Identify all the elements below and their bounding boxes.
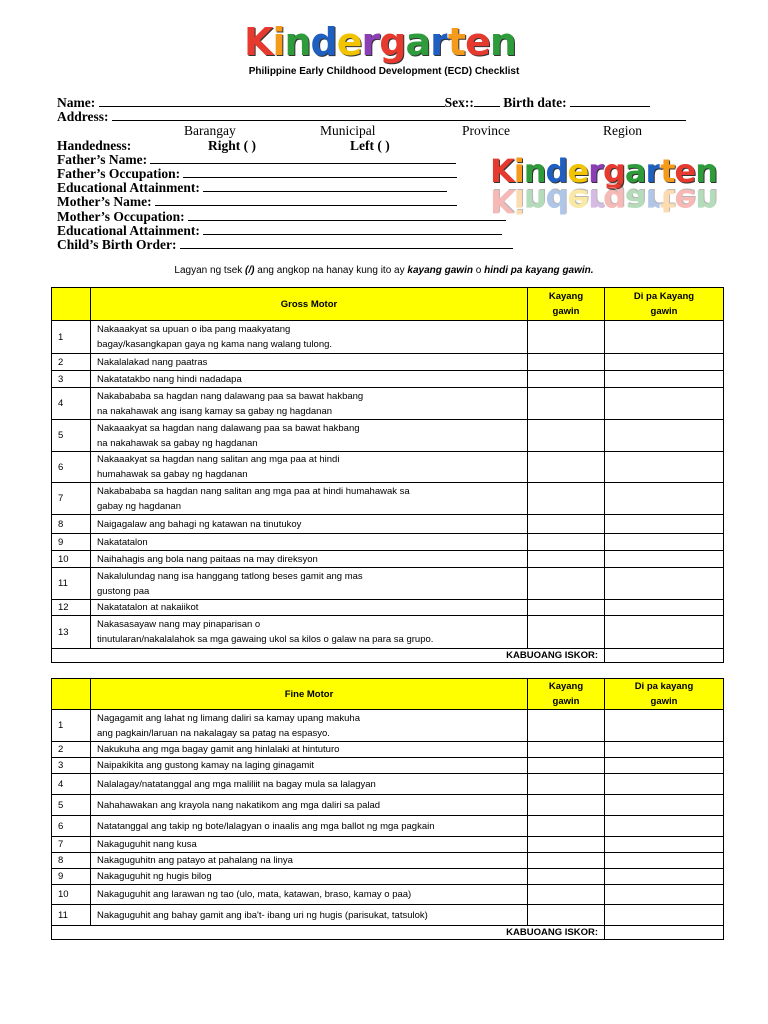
logo-letter: n (523, 182, 546, 220)
item-description (91, 885, 528, 905)
kayang-check-cell[interactable] (528, 710, 605, 742)
item-number: 7 (52, 483, 91, 515)
item-description-line: Nakaaakyat sa hagdan nang dalawang paa sa bawat hakbang (97, 422, 360, 434)
fine-motor-header-row (52, 679, 724, 710)
item-number: 3 (52, 758, 91, 774)
sex-field[interactable] (474, 96, 500, 107)
kayang-check-cell[interactable] (528, 354, 605, 371)
item-description-line: Nakalulundag nang isa hanggang tatlong beses gamit ang mas (97, 570, 363, 582)
checklist-row (52, 795, 724, 816)
item-number: 9 (52, 869, 91, 885)
item-description (91, 816, 528, 837)
logo-letter: e (567, 182, 589, 220)
di-pa-check-cell[interactable] (605, 534, 724, 551)
item-description-line: gabay ng hagdanan (97, 500, 181, 512)
checklist-row (52, 534, 724, 551)
instructions-hindi: hindi pa kayang gawin (484, 265, 591, 276)
birth-order-field[interactable] (180, 238, 513, 249)
kayang-check-cell[interactable] (528, 758, 605, 774)
fine-motor-table (51, 678, 724, 940)
di-pa-check-cell[interactable] (605, 600, 724, 616)
di-pa-check-cell[interactable] (605, 616, 724, 649)
logo-letter: K (490, 182, 514, 220)
item-description-line: Naihahagis ang bola nang paitaas na may direksyon (97, 553, 318, 565)
handedness-label: Handedness: (57, 137, 132, 153)
father-occupation-label: Father’s Occupation: (57, 165, 181, 181)
child-info-form (57, 96, 686, 252)
checklist-row (52, 774, 724, 795)
kayang-check-cell[interactable] (528, 420, 605, 452)
checklist-row (52, 483, 724, 515)
item-description-line: Nahahawakan ang krayola nang nakatikom ang mga daliri sa palad (97, 799, 381, 811)
item-description (91, 616, 528, 649)
item-description-line: na nakahawak ang isang kamay sa gabay ng hagdanan (97, 405, 333, 417)
item-number: 4 (52, 774, 91, 795)
item-description-line: Nakaaakyat sa hagdan nang salitan ang mga paa at hindi (97, 454, 340, 465)
item-description-line: Naigagalaw ang bahagi ng katawan na tinutukoy (97, 518, 302, 530)
checklist-row (52, 600, 724, 616)
gross-motor-header-row (52, 288, 724, 321)
header-blank (52, 679, 91, 710)
di-pa-check-cell[interactable] (605, 321, 724, 354)
di-pa-check-cell[interactable] (605, 371, 724, 388)
logo-letter: i (513, 152, 524, 190)
di-pa-check-cell[interactable] (605, 869, 724, 885)
di-pa-check-cell[interactable] (605, 420, 724, 452)
checklist-row (52, 710, 724, 742)
logo-letter: d (310, 20, 337, 64)
logo-letter: e (336, 20, 362, 64)
di-pa-check-cell[interactable] (605, 515, 724, 534)
item-description (91, 853, 528, 869)
di-pa-check-cell[interactable] (605, 853, 724, 869)
kayang-check-cell[interactable] (528, 616, 605, 649)
item-description (91, 710, 528, 742)
checklist-row (52, 853, 724, 869)
logo-letter: g (602, 182, 625, 220)
item-number: 8 (52, 515, 91, 534)
instructions-end: . (590, 265, 594, 276)
mother-education-field[interactable] (203, 224, 502, 235)
kayang-check-cell[interactable] (528, 837, 605, 853)
item-number: 11 (52, 905, 91, 926)
di-pa-check-cell[interactable] (605, 742, 724, 758)
gross-motor-body (52, 321, 724, 649)
logo-letter: r (361, 20, 380, 64)
father-education-label: Educational Attainment: (57, 180, 200, 196)
instructions-prefix: Lagyan ng tsek (174, 265, 243, 276)
logo-letter: t (447, 20, 466, 64)
item-number: 9 (52, 534, 91, 551)
checklist-row (52, 354, 724, 371)
item-description (91, 795, 528, 816)
item-description (91, 420, 528, 452)
checklist-row (52, 869, 724, 885)
address-field[interactable] (112, 110, 686, 121)
gross-total-cell[interactable] (605, 649, 724, 663)
logo-letter: r (588, 182, 603, 220)
address-part-region: Region (603, 123, 642, 139)
di-pa-check-cell[interactable] (605, 568, 724, 600)
fine-col-di-pa (605, 679, 724, 710)
kayang-check-cell[interactable] (528, 388, 605, 420)
kayang-check-cell[interactable] (528, 568, 605, 600)
item-description-line: Nakaguguhit nang kusa (97, 839, 197, 850)
logo-letter: i (513, 182, 524, 220)
sex-label: Sex:: (444, 95, 474, 110)
di-pa-check-cell[interactable] (605, 774, 724, 795)
item-number: 3 (52, 371, 91, 388)
item-description-line: Nakabababa sa hagdan nang dalawang paa sa bawat hakbang (97, 390, 364, 402)
father-name-field[interactable] (150, 153, 456, 164)
item-description-line: ang pagkain/laruan na nakalagay sa patag na espasyo. (97, 727, 330, 739)
di-pa-check-cell[interactable] (605, 483, 724, 515)
gross-col-di-pa-line2: gawin (650, 306, 678, 317)
item-number: 4 (52, 388, 91, 420)
di-pa-check-cell[interactable] (605, 388, 724, 420)
item-description-line: Nakatatakbo nang hindi nadadapa (97, 373, 242, 385)
item-description (91, 551, 528, 568)
gross-col-di-pa (605, 288, 724, 321)
item-description (91, 321, 528, 354)
item-description (91, 354, 528, 371)
kayang-check-cell[interactable] (528, 774, 605, 795)
item-description (91, 371, 528, 388)
logo-letter: n (695, 152, 717, 190)
kayang-check-cell[interactable] (528, 885, 605, 905)
address-part-province: Province (462, 123, 510, 139)
item-description-line: tinutularan/nakalalahok sa mga gawaing ukol sa kilos o galaw na para sa grupo. (97, 634, 434, 645)
address-part-municipal: Municipal (320, 123, 376, 139)
item-description-line: Nalalagay/natatanggal ang mga maliliit na bagay mula sa lalagyan (97, 778, 376, 790)
logo-letter: e (674, 182, 696, 220)
fine-total-label: KABUOANG ISKOR: (52, 926, 605, 940)
di-pa-check-cell[interactable] (605, 795, 724, 816)
logo-letter: t (660, 182, 675, 220)
kayang-check-cell[interactable] (528, 853, 605, 869)
left-hand-option[interactable]: Left ( ) (350, 137, 390, 153)
logo-letter: r (430, 20, 448, 64)
fine-col-kayang (528, 679, 605, 710)
logo-letter: a (405, 20, 431, 64)
checklist-row (52, 452, 724, 483)
item-number: 10 (52, 885, 91, 905)
logo-letter: K (244, 20, 273, 64)
item-description (91, 388, 528, 420)
kayang-check-cell[interactable] (528, 321, 605, 354)
item-description-line: na nakahawak sa gabay ng hagdanan (97, 437, 258, 449)
page-subtitle: Philippine Early Childhood Development (ECD) Checklist (248, 66, 520, 77)
checklist-row (52, 321, 724, 354)
birth-order-label: Child’s Birth Order: (57, 236, 177, 252)
item-description-line: Nakaguguhitn ang patayo at pahalang na linya (97, 855, 293, 866)
logo-letter: n (284, 20, 311, 64)
header-blank (52, 288, 91, 321)
mother-name-field[interactable] (155, 195, 457, 206)
item-description (91, 483, 528, 515)
di-pa-check-cell[interactable] (605, 551, 724, 568)
fine-motor-body (52, 710, 724, 926)
item-description-line: Nakaguguhit ang larawan ng tao (ulo, mata, katawan, braso, kamay o paa) (97, 889, 412, 900)
kayang-check-cell[interactable] (528, 534, 605, 551)
logo-letter: e (567, 152, 589, 190)
mother-education-label: Educational Attainment: (57, 222, 200, 238)
kayang-check-cell[interactable] (528, 452, 605, 483)
logo-letter: n (489, 20, 516, 64)
mother-occupation-label: Mother’s Occupation: (57, 208, 185, 224)
instructions-middle: ang angkop na hanay kung ito ay (257, 265, 405, 276)
item-description (91, 600, 528, 616)
item-number: 10 (52, 551, 91, 568)
fine-total-cell[interactable] (605, 926, 724, 940)
checklist-row (52, 515, 724, 534)
item-number: 2 (52, 742, 91, 758)
item-description-line: Natatanggal ang takip ng bote/lalagyan o inaalis ang mga ballot ng mga pagkain (97, 820, 435, 832)
item-description-line: Nakasasayaw nang may pinaparisan o (97, 619, 261, 630)
instructions-or: o (475, 265, 482, 276)
item-number: 6 (52, 816, 91, 837)
father-name-label: Father’s Name: (57, 151, 148, 167)
instructions (0, 265, 768, 276)
fine-col-kayang-line2: gawin (552, 696, 580, 707)
kayang-check-cell[interactable] (528, 371, 605, 388)
birth-date-label: Birth date: (503, 95, 567, 110)
item-number: 7 (52, 837, 91, 853)
item-number: 1 (52, 321, 91, 354)
logo-letter: d (545, 182, 568, 220)
item-number: 5 (52, 420, 91, 452)
item-description-line: Nakatatalon at nakaiikot (97, 602, 199, 613)
name-label: Name: (57, 95, 96, 110)
checklist-row (52, 758, 724, 774)
item-number: 2 (52, 354, 91, 371)
checklist-row (52, 905, 724, 926)
checklist-row (52, 742, 724, 758)
checklist-row (52, 885, 724, 905)
item-description-line: Nakukuha ang mga bagay gamit ang hinlalaki at hintuturo (97, 744, 340, 755)
right-hand-option[interactable]: Right ( ) (208, 137, 256, 153)
checklist-row (52, 816, 724, 837)
item-number: 11 (52, 568, 91, 600)
fine-col-di-pa-line2: gawin (650, 696, 678, 707)
kayang-check-cell[interactable] (528, 905, 605, 926)
address-part-barangay: Barangay (184, 123, 236, 139)
logo-letter: r (645, 182, 661, 220)
item-number: 8 (52, 853, 91, 869)
logo-letter: d (545, 152, 568, 190)
item-number: 1 (52, 710, 91, 742)
kayang-check-cell[interactable] (528, 869, 605, 885)
checklist-row (52, 837, 724, 853)
logo-letter: K (490, 152, 514, 190)
father-occupation-field[interactable] (183, 167, 457, 178)
di-pa-check-cell[interactable] (605, 710, 724, 742)
item-description (91, 758, 528, 774)
item-description-line: Naipakikita ang gustong kamay na laging ginagamit (97, 760, 315, 771)
fine-col-kayang-line1: Kayang (548, 681, 584, 692)
fine-total-row (52, 926, 724, 940)
item-description (91, 568, 528, 600)
item-description (91, 905, 528, 926)
item-description (91, 869, 528, 885)
logo-letter: r (588, 152, 603, 190)
di-pa-check-cell[interactable] (605, 885, 724, 905)
kayang-check-cell[interactable] (528, 742, 605, 758)
item-number: 12 (52, 600, 91, 616)
father-education-field[interactable] (203, 181, 447, 192)
kayang-check-cell[interactable] (528, 795, 605, 816)
fine-col-di-pa-line1: Di pa kayang (634, 681, 694, 692)
di-pa-check-cell[interactable] (605, 354, 724, 371)
logo-letter: e (465, 20, 490, 64)
item-description (91, 837, 528, 853)
di-pa-check-cell[interactable] (605, 837, 724, 853)
mother-occupation-field[interactable] (188, 210, 506, 221)
name-field[interactable] (99, 96, 445, 107)
item-description (91, 534, 528, 551)
item-description-line: Nakatatalon (97, 536, 148, 548)
logo-letter: g (602, 152, 625, 190)
gross-col-kayang-line1: Kayang (548, 291, 584, 302)
item-description-line: Nakalalakad nang paatras (97, 356, 208, 368)
logo-letter: r (645, 152, 661, 190)
item-description-line: gustong paa (97, 585, 150, 597)
checklist-row (52, 616, 724, 649)
kindergarten-logo (244, 20, 516, 64)
di-pa-check-cell[interactable] (605, 905, 724, 926)
kayang-check-cell[interactable] (528, 600, 605, 616)
logo-letter: g (379, 20, 406, 64)
kayang-check-cell[interactable] (528, 551, 605, 568)
item-description-line: Nakabababa sa hagdan nang salitan ang mga paa at hindi humahawak sa (97, 485, 410, 497)
item-description (91, 515, 528, 534)
gross-motor-title: Gross Motor (91, 288, 528, 321)
birth-date-field[interactable] (570, 96, 650, 107)
item-description-line: humahawak sa gabay ng hagdanan (97, 469, 248, 480)
fine-motor-title: Fine Motor (91, 679, 528, 710)
checklist-row (52, 568, 724, 600)
di-pa-check-cell[interactable] (605, 452, 724, 483)
logo-letter: e (674, 152, 696, 190)
item-description-line: Nakaguguhit ng hugis bilog (97, 871, 212, 882)
kayang-check-cell[interactable] (528, 816, 605, 837)
checklist-row (52, 388, 724, 420)
checklist-row (52, 551, 724, 568)
address-parts (57, 124, 686, 138)
item-description (91, 742, 528, 758)
kayang-check-cell[interactable] (528, 515, 605, 534)
checklist-row (52, 371, 724, 388)
item-description (91, 774, 528, 795)
item-number: 13 (52, 616, 91, 649)
instructions-kayang: kayang gawin (407, 265, 473, 276)
gross-col-kayang-line2: gawin (552, 306, 580, 317)
item-description (91, 452, 528, 483)
logo-letter: i (272, 20, 285, 64)
item-description-line: Nagagamit ang lahat ng limang daliri sa kamay upang makuha (97, 712, 360, 724)
gross-motor-table (51, 287, 724, 663)
item-number: 5 (52, 795, 91, 816)
logo-letter: n (523, 152, 546, 190)
kayang-check-cell[interactable] (528, 483, 605, 515)
di-pa-check-cell[interactable] (605, 816, 724, 837)
gross-col-di-pa-line1: Di pa Kayang (633, 291, 695, 302)
gross-total-row (52, 649, 724, 663)
item-description-line: Nakaguguhit ang bahay gamit ang iba't- ibang uri ng hugis (parisukat, tatsulok) (97, 909, 428, 921)
instructions-check: (/) (245, 265, 255, 276)
logo-letter: a (624, 152, 646, 190)
gross-col-kayang (528, 288, 605, 321)
logo-letter: a (624, 182, 646, 220)
gross-total-label: KABUOANG ISKOR: (52, 649, 605, 663)
logo-letter: n (695, 182, 717, 220)
mother-name-label: Mother’s Name: (57, 194, 152, 210)
item-number: 6 (52, 452, 91, 483)
checklist-row (52, 420, 724, 452)
address-label: Address: (57, 109, 109, 125)
item-description-line: bagay/kasangkapan gaya ng kama nang walang tulong. (97, 339, 333, 350)
logo-letter: t (660, 152, 675, 190)
item-description-line: Nakaaakyat sa upuan o iba pang maakyatang (97, 324, 291, 335)
di-pa-check-cell[interactable] (605, 758, 724, 774)
